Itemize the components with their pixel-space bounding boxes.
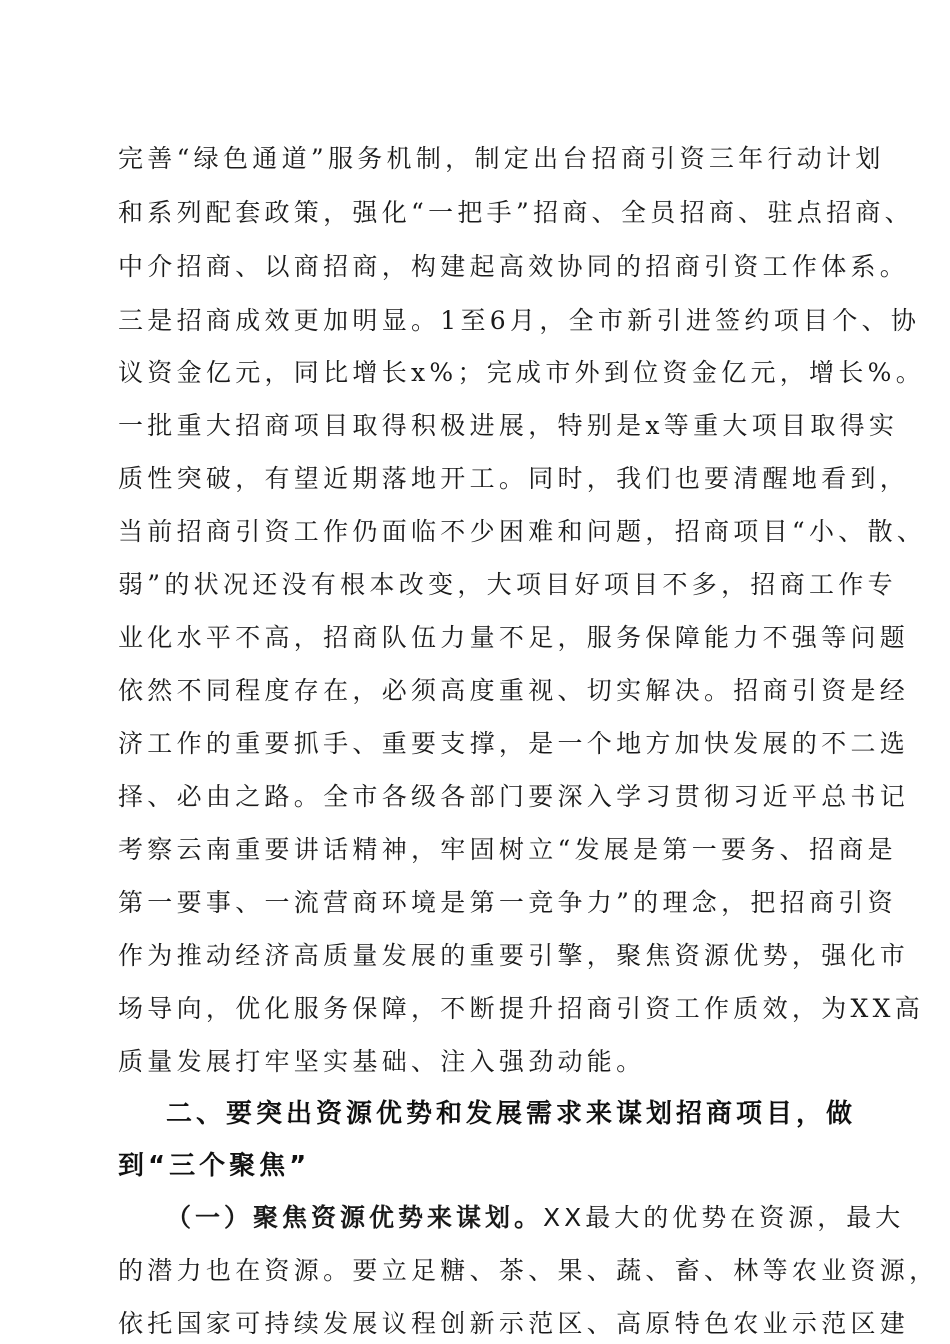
body-line: 质性突破，有望近期落地开工。同时，我们也要清醒地看到， bbox=[118, 464, 910, 493]
body-line: 场导向，优化服务保障，不断提升招商引资工作质效，为XX高 bbox=[118, 994, 924, 1023]
body-line: 作为推动经济高质量发展的重要引擎，聚焦资源优势，强化市 bbox=[118, 941, 910, 970]
body-line: 中介招商、以商招商，构建起高效协同的招商引资工作体系。 bbox=[118, 252, 910, 281]
body-line: 当前招商引资工作仍面临不少困难和问题，招商项目“小、散、 bbox=[118, 517, 927, 546]
body-line: 议资金亿元，同比增长x%；完成市外到位资金亿元，增长%。 bbox=[118, 358, 926, 387]
body-line: 济工作的重要抓手、重要支撑，是一个地方加快发展的不二选 bbox=[118, 729, 910, 758]
body-line: 考察云南重要讲话精神，牢固树立“发展是第一要务、招商是 bbox=[118, 835, 897, 864]
body-line: 和系列配套政策，强化“一把手”招商、全员招商、驻点招商、 bbox=[118, 198, 914, 227]
section-heading-line-1: 二、要突出资源优势和发展需求来谋划招商项目，做 bbox=[166, 1099, 857, 1129]
subsection-title: （一）聚焦资源优势来谋划。 bbox=[166, 1203, 544, 1232]
body-line: 一批重大招商项目取得积极进展，特别是x等重大项目取得实 bbox=[118, 411, 899, 440]
body-line: 业化水平不高，招商队伍力量不足，服务保障能力不强等问题 bbox=[118, 623, 910, 652]
body-line: 第一要事、一流营商环境是第一竞争力”的理念，把招商引资 bbox=[118, 888, 897, 917]
subsection-first-line bbox=[166, 1201, 904, 1235]
body-line: 的潜力也在资源。要立足糖、茶、果、蔬、畜、林等农业资源， bbox=[118, 1256, 939, 1285]
body-line: 弱”的状况还没有根本改变，大项目好项目不多，招商工作专 bbox=[118, 570, 897, 599]
section-heading-line-2: 到“三个聚焦” bbox=[118, 1151, 311, 1181]
body-line: 完善“绿色通道”服务机制，制定出台招商引资三年行动计划 bbox=[118, 144, 885, 173]
body-line: 依托国家可持续发展议程创新示范区、高原特色农业示范区建 bbox=[118, 1309, 910, 1338]
body-line: 依然不同程度存在，必须高度重视、切实解决。招商引资是经 bbox=[118, 676, 910, 705]
body-line: 三是招商成效更加明显。1至6月，全市新引进签约项目个、协 bbox=[118, 306, 921, 335]
body-line: 质量发展打牢坚实基础、注入强劲动能。 bbox=[118, 1047, 646, 1076]
subsection-text: XX最大的优势在资源，最大 bbox=[543, 1203, 905, 1232]
body-line: 择、必由之路。全市各级各部门要深入学习贯彻习近平总书记 bbox=[118, 782, 910, 811]
